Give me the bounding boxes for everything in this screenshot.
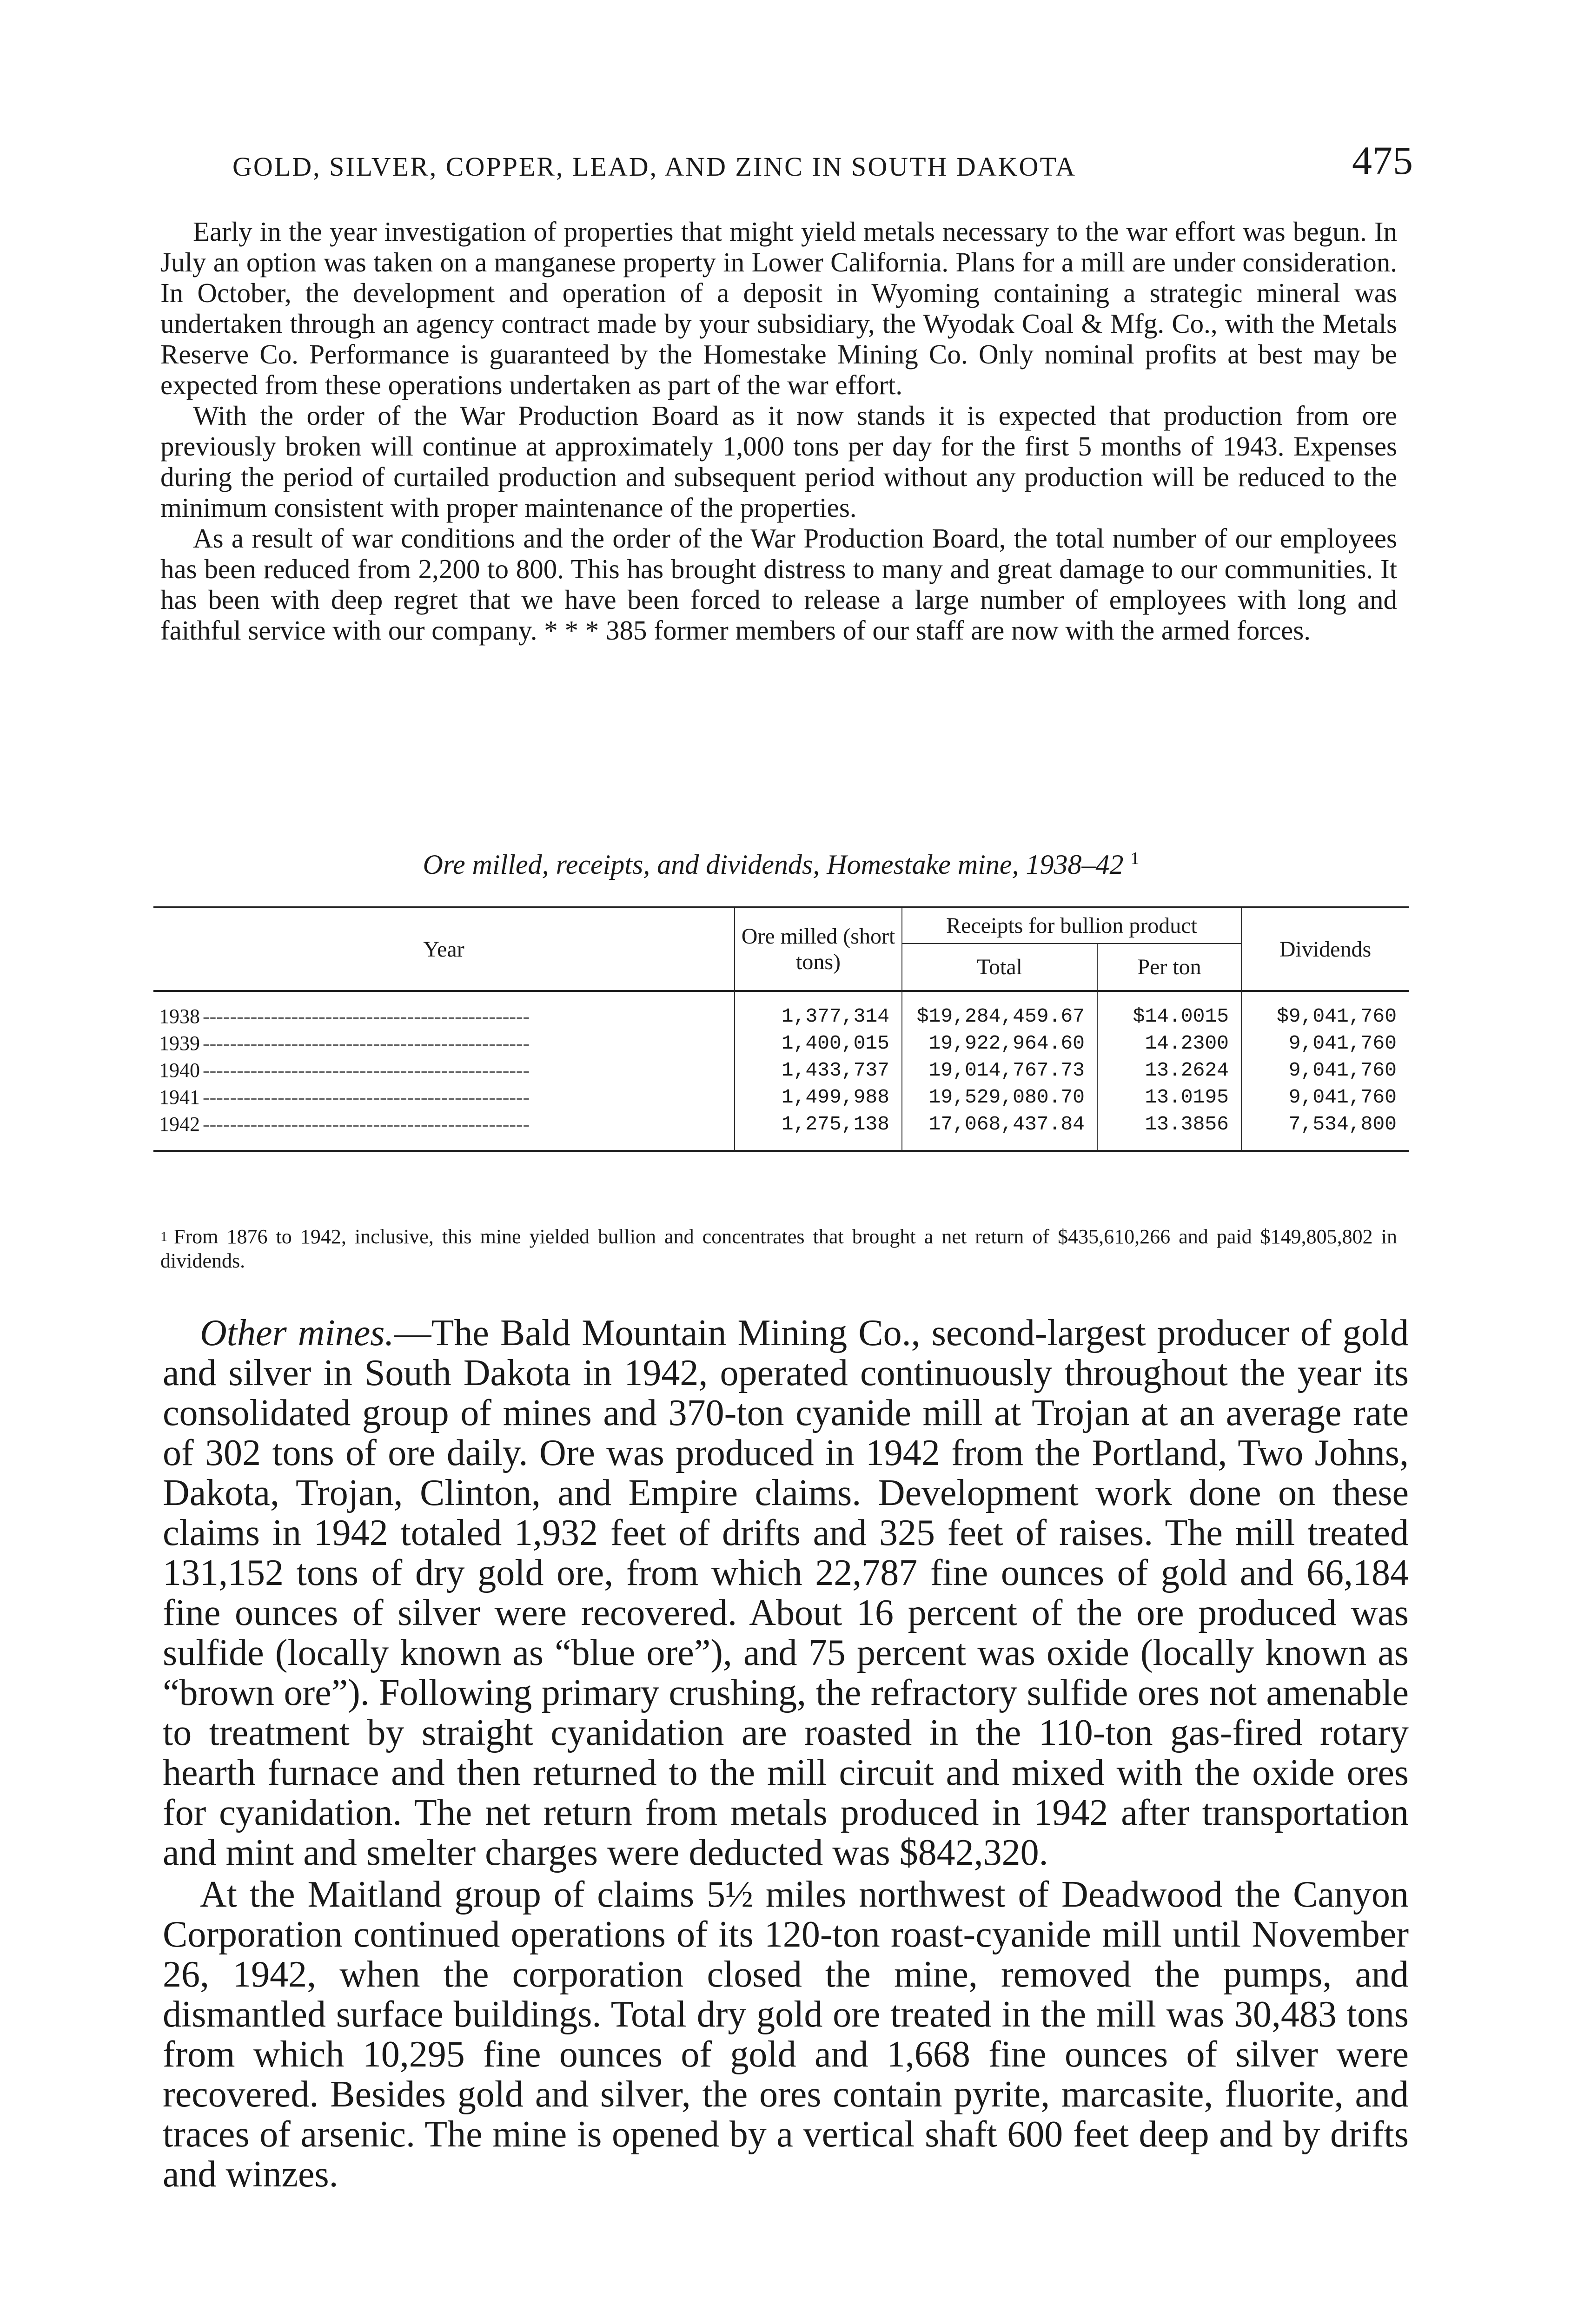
row-dividends: $9,041,760: [1241, 991, 1409, 1030]
section-lead-in: Other mines.: [200, 1313, 394, 1353]
homestake-table: [153, 906, 1409, 1152]
row-ore-milled: 1,400,015: [735, 1030, 902, 1057]
body-section: [163, 1313, 1409, 2196]
row-per-ton: 13.2624: [1097, 1057, 1241, 1084]
row-dividends: 7,534,800: [1241, 1111, 1409, 1151]
intro-paragraph-2: With the order of the War Production Board as it now stands it is expected that production from ore previously broken will continue at approximately 1,000 tons per day for the first 5 months of 1943. Expenses during the period of curtailed production and subsequent period without any production will be reduced to the minimum consistent with proper maintenance of the properties.: [160, 400, 1397, 523]
row-per-ton: 14.2300: [1097, 1030, 1241, 1057]
row-dividends: 9,041,760: [1241, 1057, 1409, 1084]
table-row: [153, 1030, 1409, 1057]
row-year: 1940 ------------------------------------------------: [159, 1059, 530, 1082]
row-year: 1938 ------------------------------------------------: [159, 1005, 530, 1028]
row-total: 19,922,964.60: [902, 1030, 1097, 1057]
page-number: 475: [1352, 138, 1413, 183]
row-dividends: 9,041,760: [1241, 1030, 1409, 1057]
col-header-per-ton: Per ton: [1097, 944, 1241, 991]
table-row: [153, 1084, 1409, 1111]
col-header-dividends: Dividends: [1241, 907, 1409, 991]
row-year: 1942 ------------------------------------------------: [159, 1113, 530, 1136]
row-year: 1941 ------------------------------------------------: [159, 1086, 530, 1109]
row-ore-milled: 1,433,737: [735, 1057, 902, 1084]
body-paragraph-2: At the Maitland group of claims 5½ miles northwest of Deadwood the Canyon Corporation continued operations of its 120-ton roast-cyanide mill until November 26, 1942, when the corporation closed the mine, removed the pumps, and dismantled surface buildings. Total dry gold ore treated in the mill was 30,483 tons from which 10,295 fine ounces of gold and 1,668 fine ounces of silver were recovered. Besides gold and silver, the ores contain pyrite, marcasite, fluorite, and traces of arsenic. The mine is opened by a vertical shaft 600 feet deep and by drifts and winzes.: [163, 1874, 1409, 2195]
col-header-ore-milled: Ore milled (short tons): [735, 907, 902, 991]
intro-paragraph-3: As a result of war conditions and the order of the War Production Board, the total number of our employees has been reduced from 2,200 to 800. This has brought distress to many and great damage to our communities. It has been with deep regret that we have been forced to release a large number of employees with long and faithful service with our company. * * * 385 former members of our staff are now with the armed forces.: [160, 523, 1397, 646]
intro-section: [160, 216, 1397, 646]
table-caption: [153, 848, 1409, 881]
table-footnote: [160, 1225, 1397, 1273]
col-header-receipts: Receipts for bullion product: [902, 907, 1241, 944]
footnote-text: From 1876 to 1942, inclusive, this mine yielded bullion and concentrates that brought a net return of $435,610,266 and paid $149,805,802 in dividends.: [160, 1225, 1397, 1272]
row-total: 17,068,437.84: [902, 1111, 1097, 1151]
row-per-ton: $14.0015: [1097, 991, 1241, 1030]
table-row: [153, 991, 1409, 1030]
footnote-mark: 1: [160, 1229, 167, 1244]
table-body: [153, 991, 1409, 1151]
homestake-table-container: [153, 906, 1409, 1152]
running-title: GOLD, SILVER, COPPER, LEAD, AND ZINC IN SOUTH DAKOTA: [232, 152, 1077, 182]
table-row: [153, 1057, 1409, 1084]
row-total: 19,014,767.73: [902, 1057, 1097, 1084]
row-total: 19,529,080.70: [902, 1084, 1097, 1111]
table-caption-footnote-mark: 1: [1130, 849, 1140, 868]
body-paragraph-1-text: —The Bald Mountain Mining Co., second-largest producer of gold and silver in South Dakota in 1942, operated continuously throughout the year its consolidated group of mines and 370-ton cyanide mill at Trojan at an average rate of 302 tons of ore daily. Ore was produced in 1942 from the Portland, Two Johns, Dakota, Trojan, Clinton, and Empire claims. Development work done on these claims in 1942 totaled 1,932 feet of drifts and 325 feet of raises. The mill treated 131,152 tons of dry gold ore, from which 22,787 fine ounces of gold and 66,184 fine ounces of silver were recovered. About 16 percent of the ore produced was sulfide (locally known as “blue ore”), and 75 percent was oxide (locally known as “brown ore”). Following primary crushing, the refractory sulfide ores not amenable to treatment by straight cyanidation are roasted in the 110-ton gas-fired rotary hearth furnace and then returned to the mill circuit and mixed with the oxide ores for cyanidation. The net return from metals produced in 1942 after transportation and mint and smelter charges were deducted was $842,320.: [163, 1313, 1409, 1873]
row-dividends: 9,041,760: [1241, 1084, 1409, 1111]
table-caption-text: Ore milled, receipts, and dividends, Homestake mine, 1938–42: [423, 849, 1124, 880]
row-total: $19,284,459.67: [902, 991, 1097, 1030]
row-ore-milled: 1,377,314: [735, 991, 902, 1030]
row-ore-milled: 1,275,138: [735, 1111, 902, 1151]
table-row: [153, 1111, 1409, 1151]
row-year: 1939 ------------------------------------------------: [159, 1032, 530, 1055]
col-header-total: Total: [902, 944, 1097, 991]
col-header-year: Year: [423, 937, 464, 962]
row-per-ton: 13.0195: [1097, 1084, 1241, 1111]
row-per-ton: 13.3856: [1097, 1111, 1241, 1151]
intro-paragraph-1: Early in the year investigation of properties that might yield metals necessary to the war effort was begun. In July an option was taken on a manganese property in Lower California. Plans for a mill are under consideration. In October, the development and operation of a deposit in Wyoming containing a strategic mineral was undertaken through an agency contract made by your subsidiary, the Wyodak Coal & Mfg. Co., with the Metals Reserve Co. Performance is guaranteed by the Homestake Mining Co. Only nominal profits at best may be expected from these operations undertaken as part of the war effort.: [160, 216, 1397, 400]
body-paragraph-1: [163, 1313, 1409, 1873]
row-ore-milled: 1,499,988: [735, 1084, 902, 1111]
